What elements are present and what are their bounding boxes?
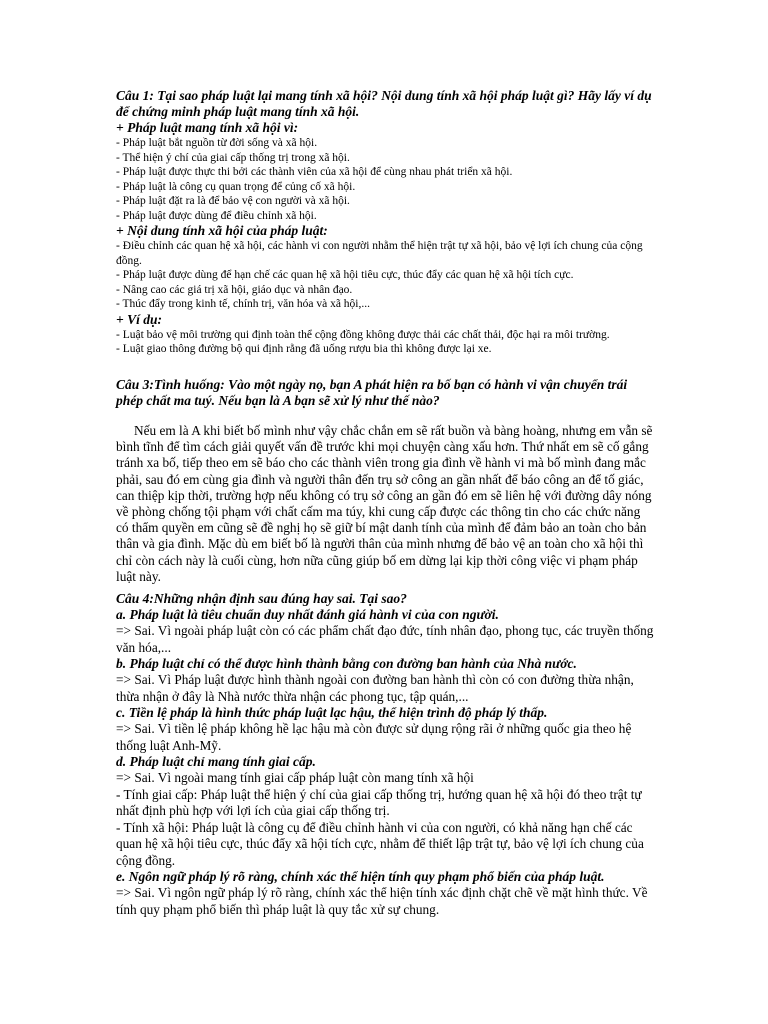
question-3-section xyxy=(116,377,656,585)
list-item: - Pháp luật được dùng để hạn chế các quan hệ xã hội tiêu cực, thúc đẩy các quan hệ xã hội tích cực. xyxy=(116,269,574,281)
list-item: - Pháp luật đặt ra là để bảo vệ con người và xã hội. xyxy=(116,195,350,207)
question-4-title: Câu 4:Những nhận định sau đúng hay sai. Tại sao? xyxy=(116,591,407,606)
statement-e: e. Ngôn ngữ pháp lý rõ ràng, chính xác thể hiện tính quy phạm phổ biến của pháp luật. xyxy=(116,869,605,884)
q1-content-heading: + Nội dung tính xã hội của pháp luật: xyxy=(116,223,328,238)
list-item: - Pháp luật bắt nguồn từ đời sống và xã hội. xyxy=(116,137,318,149)
statement-c: c. Tiền lệ pháp là hình thức pháp luật lạc hậu, thể hiện trình độ pháp lý thấp. xyxy=(116,705,548,720)
answer-c: => Sai. Vì tiền lệ pháp không hề lạc hậu mà còn được sử dụng rộng rãi ở những quốc gia theo hệ thống luật Anh-Mỹ. xyxy=(116,721,632,753)
answer-b: => Sai. Vì Pháp luật được hình thành ngoài con đường ban hành thì còn có con đường thừa nhận, thừa nhận ở đây là Nhà nước thừa nhận các phong tục, tập quán,... xyxy=(116,672,634,704)
answer-d: => Sai. Vì ngoài mang tính giai cấp pháp luật còn mang tính xã hội xyxy=(116,770,474,785)
statement-b: b. Pháp luật chỉ có thể được hình thành bằng con đường ban hành của Nhà nước. xyxy=(116,656,577,671)
list-item: - Pháp luật là công cụ quan trọng để củng cố xã hội. xyxy=(116,180,356,193)
question-4-section xyxy=(116,591,656,918)
list-item: - Thúc đẩy trong kinh tế, chính trị, văn hóa và xã hội,... xyxy=(116,298,371,310)
q1-reasons-heading: + Pháp luật mang tính xã hội vì: xyxy=(116,120,299,135)
answer-d-point: - Tính giai cấp: Pháp luật thể hiện ý chí của giai cấp thống trị, hướng quan hệ xã hội đó theo trật tự nhất định phù hợp với lợi ích của giai cấp thống trị. xyxy=(116,786,642,818)
question-3-title: Câu 3:Tình huống: Vào một ngày nọ, bạn A phát hiện ra bố bạn có hành vi vận chuyển trái phép chất ma tuý. Nếu bạn là A bạn sẽ xử lý như thế nào? xyxy=(116,377,628,408)
list-item: - Thể hiện ý chí của giai cấp thống trị trong xã hội. xyxy=(116,151,350,164)
list-item: - Nâng cao các giá trị xã hội, giáo dục và nhân đạo. xyxy=(116,283,353,296)
list-item: - Pháp luật được dùng để điều chỉnh xã hội. xyxy=(116,209,317,222)
answer-d-point: - Tính xã hội: Pháp luật là công cụ để điều chỉnh hành vi của con người, có khả năng hạn chế các quan hệ xã hội tiêu cực, thúc đẩy xã hội tích cực, nhằm để thiết lập trật tự, bảo vệ lợi ích chung của cộng đồng. xyxy=(116,819,644,868)
question-1-title: Câu 1: Tại sao pháp luật lại mang tính xã hội? Nội dung tính xã hội pháp luật gì? Hãy lấy ví dụ để chứng minh pháp luật mang tính xã hội. xyxy=(116,88,652,119)
question-3-answer: Nếu em là A khi biết bố mình như vậy chắc chắn em sẽ rất buồn và bàng hoàng, nhưng em vẫn sẽ bình tĩnh để tìm cách giải quyết vấn đề trước khi mọi chuyện càng xấu hơn. Thứ nhất em sẽ cố gắng tránh xa bố, tiếp theo em sẽ báo cho các thành viên trong gia đình về hành vi mà bố mình đang mắc phải, sau đó em cùng gia đình và người thân đến trụ sở công an gần nhất để báo công an để tố giác, can thiệp kịp thời, trường hợp nếu không có trụ sở công an gần đó em sẽ liên hệ với đường dây nóng về phòng chống tội phạm với chất cấm ma túy, khi cung cấp được các thông tin cho các chức năng có thẩm quyền em cũng sẽ đề nghị họ sẽ giữ bí mật danh tính của mình để đảm bảo an toàn cho bản thân và gia đình. Mặc dù em biết bố là người thân của mình nhưng để bảo vệ an toàn cho xã hội thì chỉ còn cách này là cuối cùng, hơn nữa cũng giúp bố em dừng lại kịp thời công việc vi phạm pháp luật này. xyxy=(116,423,653,584)
list-item: - Điều chỉnh các quan hệ xã hội, các hành vi con người nhằm thể hiện trật tự xã hội, bảo vệ lợi ích chung của cộng đồng. xyxy=(116,240,643,267)
list-item: - Pháp luật được thực thi bởi các thành viên của xã hội để cùng nhau phát triển xã hội. xyxy=(116,166,513,178)
question-1-section xyxy=(116,88,656,357)
list-item: - Luật bảo vệ môi trường qui định toàn thể cộng đồng không được thải các chất thải, độc hại ra môi trường. xyxy=(116,328,610,341)
answer-a: => Sai. Vì ngoài pháp luật còn có các phẩm chất đạo đức, tính nhân đạo, phong tục, các truyền thống văn hóa,... xyxy=(116,623,654,655)
statement-a: a. Pháp luật là tiêu chuẩn duy nhất đánh giá hành vi của con người. xyxy=(116,607,499,622)
list-item: - Luật giao thông đường bộ qui định rằng đã uống rượu bia thì không được lại xe. xyxy=(116,343,492,355)
statement-d: d. Pháp luật chỉ mang tính giai cấp. xyxy=(116,754,316,769)
answer-e: => Sai. Vì ngôn ngữ pháp lý rõ ràng, chính xác thể hiện tính xác định chặt chẽ về mặt hình thức. Về tính quy phạm phổ biến thì pháp luật là quy tắc xử sự chung. xyxy=(116,885,648,917)
q1-example-heading: + Ví dụ: xyxy=(116,311,162,327)
